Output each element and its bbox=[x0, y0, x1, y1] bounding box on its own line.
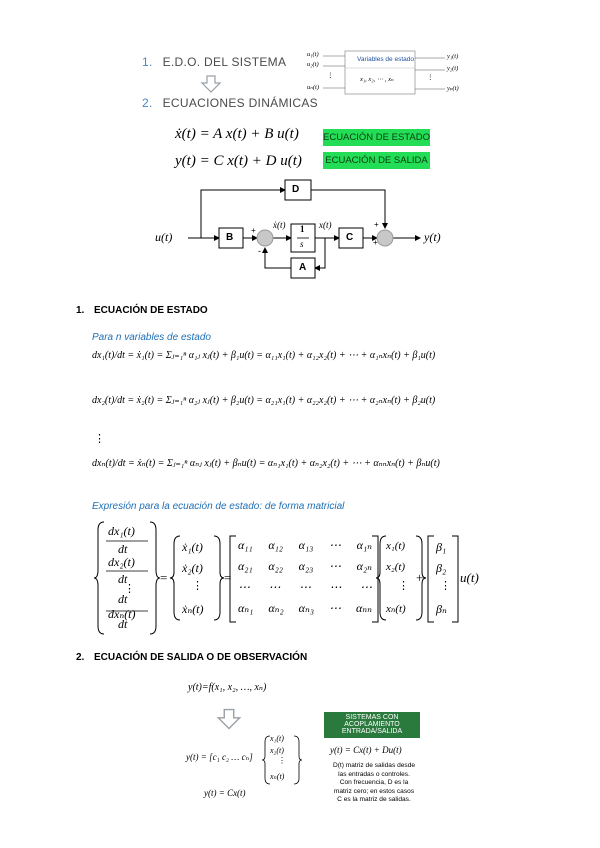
a-cell: ⋯ bbox=[328, 601, 341, 615]
diagram-input-label: u(t) bbox=[155, 230, 173, 244]
xdot-vdots: ⋮ bbox=[192, 580, 203, 592]
a-cell: α₁ₙ bbox=[356, 538, 372, 552]
explain-line: matriz cero; en estos casos bbox=[333, 787, 415, 795]
output-dots: ⋮ bbox=[427, 74, 434, 81]
a-cell: ⋯ bbox=[238, 580, 250, 594]
section-2-number: 2. bbox=[76, 652, 85, 663]
x-label: x(t) bbox=[319, 220, 332, 230]
input-un: uₙ(t) bbox=[307, 84, 320, 91]
a-cell: ⋯ bbox=[268, 580, 281, 594]
explain-line: C es la matriz de salidas. bbox=[337, 796, 411, 804]
sum1-plus: + bbox=[251, 226, 256, 235]
note-matrix-form: Expresión para la ecuación de estado: de forma matricial bbox=[92, 501, 345, 512]
a-cell: α₁₁ bbox=[238, 538, 253, 552]
a-cell: αₙₙ bbox=[355, 601, 372, 615]
rows-vdots: ⋮ bbox=[94, 433, 105, 445]
input-u2: u₂(t) bbox=[307, 61, 319, 68]
block-diagram bbox=[155, 170, 455, 288]
coupling-explanation bbox=[328, 762, 420, 805]
a-cell: α₂₃ bbox=[298, 559, 314, 573]
state-variables-list: x₁, x₂, ⋯ , xₙ bbox=[360, 76, 394, 83]
xdot-label: ẋ(t) bbox=[273, 220, 286, 230]
state-variables-title: Variables de estado bbox=[357, 56, 414, 63]
lhs-dtn: dt bbox=[118, 617, 128, 631]
lhs-dt2: dt bbox=[118, 572, 128, 586]
matrix-equation bbox=[90, 518, 490, 638]
down-arrow-icon bbox=[200, 75, 222, 93]
note-n-variables: Para n variables de estado bbox=[92, 332, 211, 343]
a-cell: α₁₂ bbox=[268, 538, 283, 552]
a-cell: α₂ₙ bbox=[356, 559, 372, 573]
step-2 bbox=[142, 96, 318, 110]
step-2-number: 2. bbox=[142, 96, 153, 110]
x-vdots: ⋮ bbox=[398, 580, 409, 592]
state-eq-row-n: dxₙ(t)/dt = ẋₙ(t) = Σⱼ₌₁ⁿ αₙⱼ xⱼ(t) + βₙu(t) = αₙ₁x₁(t) + αₙ₂x₂(t) + ⋯ + αₙₙxₙ(t) + βₙu(t) bbox=[92, 458, 440, 469]
section-1-number: 1. bbox=[76, 305, 85, 316]
out-x-n: xₙ(t) bbox=[270, 772, 285, 781]
xdot-1: ẋ₁(t) bbox=[182, 540, 203, 554]
a-cell: αₙ₂ bbox=[268, 601, 284, 615]
down-arrow-icon bbox=[216, 708, 242, 730]
sum2-plus-top: + bbox=[374, 220, 379, 229]
lhs-dxn: dxₙ(t) bbox=[108, 607, 136, 621]
lhs-dt1: dt bbox=[118, 542, 128, 556]
plus-sign: + bbox=[416, 570, 424, 585]
explain-line: D(t) matriz de salidas desde bbox=[332, 762, 416, 769]
equals-2: = bbox=[224, 570, 232, 585]
block-D: D bbox=[292, 184, 300, 195]
lhs-dx1: dx₁(t) bbox=[108, 524, 135, 538]
out-x-vdots: ⋮ bbox=[278, 756, 286, 765]
system-box-figure bbox=[305, 48, 465, 98]
out-x-2: x₂(t) bbox=[270, 746, 284, 755]
a-cell: α₂₁ bbox=[238, 559, 253, 573]
A-matrix bbox=[238, 538, 372, 622]
out-x-1: x₁(t) bbox=[270, 734, 284, 743]
a-cell: ⋯ bbox=[328, 559, 341, 573]
explain-line: Con frecuencia, D es la bbox=[339, 779, 409, 787]
output-eq-full: y(t) = Cx(t) + Du(t) bbox=[330, 745, 402, 755]
a-cell: ⋯ bbox=[360, 580, 372, 594]
sum1-minus: - bbox=[258, 246, 261, 256]
lhs-vdots: ⋮ bbox=[124, 583, 135, 595]
state-equation: ẋ(t) = A x(t) + B u(t) bbox=[175, 126, 299, 142]
a-cell: α₂₂ bbox=[268, 559, 283, 573]
a-cell: ⋯ bbox=[329, 580, 342, 594]
section-1-heading bbox=[76, 305, 208, 316]
input-dots: ⋮ bbox=[327, 72, 334, 79]
u-term: u(t) bbox=[460, 570, 479, 585]
integrator-numerator: 1 bbox=[300, 224, 305, 234]
lhs-dt3: dt bbox=[118, 592, 128, 606]
step-1-text: E.D.O. DEL SISTEMA bbox=[162, 55, 287, 69]
a-cell: ⋯ bbox=[328, 538, 341, 552]
output-equation: y(t) = C x(t) + D u(t) bbox=[175, 153, 302, 169]
output-y2: y₂(t) bbox=[447, 65, 459, 72]
block-C: C bbox=[346, 232, 354, 243]
state-eq-row-2: dx₂(t)/dt = ẋ₂(t) = Σⱼ₌₁ⁿ α₂ⱼ xⱼ(t) + β₂u(t) = α₂₁x₁(t) + α₂₂x₂(t) + ⋯ + α₂ₙxₙ(t) + β₂u(t) bbox=[92, 395, 436, 406]
lhs-dx2: dx₂(t) bbox=[108, 555, 135, 569]
coupling-badge: SISTEMAS CON ACOPLAMIENTO ENTRADA/SALIDA bbox=[324, 712, 420, 738]
beta-vdots: ⋮ bbox=[440, 580, 451, 592]
step-2-text: ECUACIONES DINÁMICAS bbox=[162, 96, 318, 110]
step-1-number: 1. bbox=[142, 55, 153, 69]
beta-2: β₂ bbox=[436, 561, 447, 575]
block-A: A bbox=[299, 262, 307, 273]
x-2: x₂(t) bbox=[386, 561, 406, 573]
x-1: x₁(t) bbox=[386, 540, 406, 552]
input-u1: u₁(t) bbox=[307, 51, 319, 58]
output-y-cx: y(t) = Cx(t) bbox=[204, 788, 246, 798]
a-cell: ⋯ bbox=[299, 580, 311, 594]
diagram-output-label: y(t) bbox=[424, 230, 441, 244]
beta-n: βₙ bbox=[436, 602, 447, 616]
output-y1: y₁(t) bbox=[447, 53, 459, 60]
output-equation-badge: ECUACIÓN DE SALIDA bbox=[323, 152, 430, 169]
equals-1: = bbox=[160, 570, 168, 585]
a-cell: αₙ₁ bbox=[238, 601, 254, 615]
sum2-plus-left: + bbox=[373, 238, 378, 247]
a-cell: αₙ₃ bbox=[298, 601, 314, 615]
x-n: xₙ(t) bbox=[386, 603, 406, 615]
beta-1: β₁ bbox=[436, 540, 447, 554]
state-equation-badge: ECUACIÓN DE ESTADO bbox=[323, 129, 430, 146]
y-function: y(t)=f(x₁, x₂, …, xₙ) bbox=[188, 682, 267, 693]
output-row-vector: y(t) = [c₁ c₂ … cₙ] bbox=[186, 752, 253, 762]
section-2-title: ECUACIÓN DE SALIDA O DE OBSERVACIÓN bbox=[94, 652, 308, 663]
xdot-n: ẋₙ(t) bbox=[182, 602, 204, 616]
integrator-denominator: s bbox=[300, 239, 304, 249]
output-yp: yₚ(t) bbox=[447, 85, 459, 92]
step-1 bbox=[142, 55, 286, 69]
xdot-2: ẋ₂(t) bbox=[182, 561, 203, 575]
block-B: B bbox=[226, 232, 234, 243]
explain-line: las entradas o controles. bbox=[338, 770, 410, 778]
section-1-title: ECUACIÓN DE ESTADO bbox=[94, 305, 208, 316]
state-eq-row-1: dx₁(t)/dt = ẋ₁(t) = Σⱼ₌₁ⁿ α₁ⱼ xⱼ(t) + β₁u(t) = α₁₁x₁(t) + α₁₂x₂(t) + ⋯ + α₁ₙxₙ(t) + β₁u(t) bbox=[92, 350, 436, 361]
a-cell: α₁₃ bbox=[298, 538, 314, 552]
section-2-heading bbox=[76, 652, 307, 663]
